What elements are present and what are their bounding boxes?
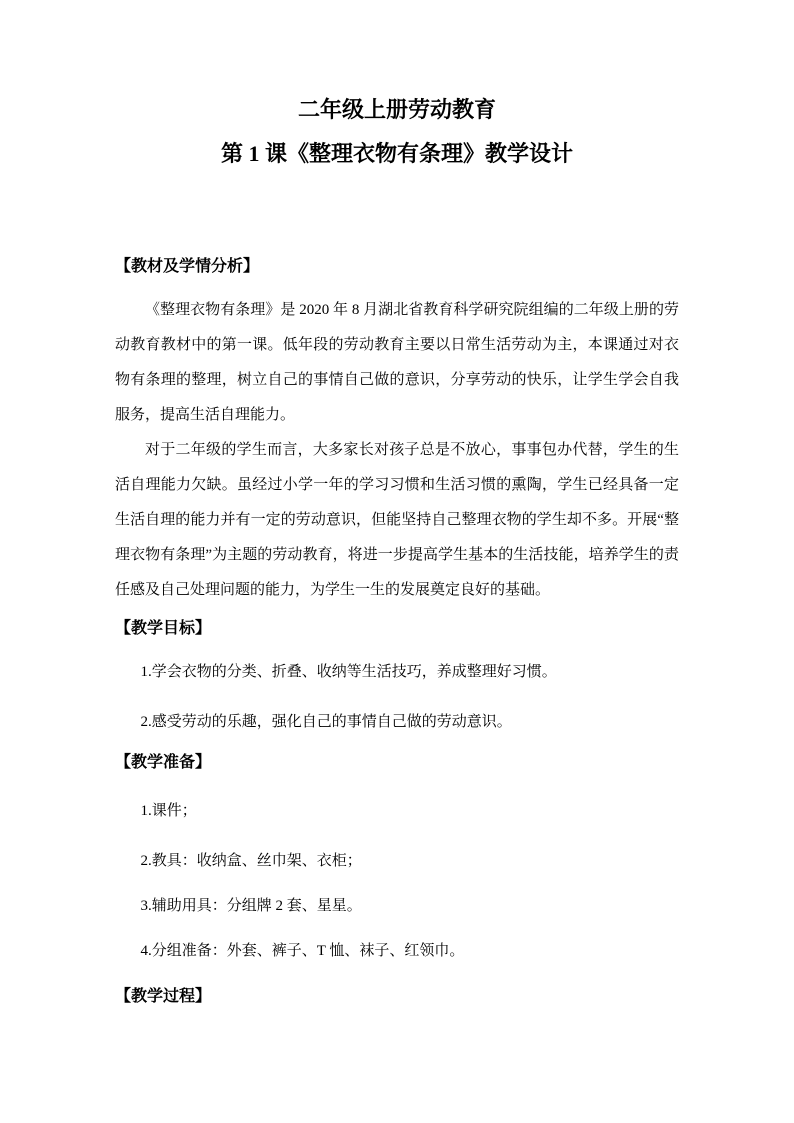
objective-item-2: 2.感受劳动的乐趣，强化自己的事情自己做的劳动意识。: [140, 714, 512, 730]
analysis-paragraph-1: 《整理衣物有条理》是 2020 年 8 月湖北省教育科学研究院组编的二年级上册的劳动教育教材中的第一课。低年段的劳动教育主要以日常生活劳动为主，本课通过对衣物有条理的整理，树立自己的事情自己做的意识，分享劳动的快乐，让学生学会自我服务，提高生活自理能力。: [115, 302, 679, 423]
section-heading-objectives: 【教学目标】: [115, 620, 212, 637]
analysis-paragraph-2: 对于二年级的学生而言，大多家长对孩子总是不放心，事事包办代替，学生的生活自理能力欠缺。虽经过小学一年的学习习惯和生活习惯的熏陶，学生已经具备一定生活自理的能力并有一定的劳动意识，但能坚持自己整理衣物的学生却不多。开展“整理衣物有条理”为主题的劳动教育，将进一步提高学生基本的生活技能，培养学生的责任感及自己处理问题的能力，为学生一生的发展奠定良好的基础。: [115, 442, 679, 598]
preparation-item-4: 4.分组准备：外套、裤子、T 恤、袜子、红领巾。: [140, 943, 465, 959]
objective-item-1: 1.学会衣物的分类、折叠、收纳等生活技巧，养成整理好习惯。: [140, 664, 557, 680]
preparation-item-3: 3.辅助用具：分组牌 2 套、星星。: [140, 898, 362, 914]
document-title-line1: 二年级上册劳动教育: [297, 97, 496, 122]
preparation-item-2: 2.教具：收纳盒、丝巾架、衣柜；: [140, 853, 362, 869]
section-heading-process: 【教学过程】: [115, 988, 212, 1005]
document-title-line2: 第 1 课《整理衣物有条理》教学设计: [220, 141, 573, 166]
section-heading-analysis: 【教材及学情分析】: [115, 258, 260, 275]
preparation-item-1: 1.课件；: [140, 803, 197, 819]
section-heading-preparation: 【教学准备】: [115, 754, 212, 771]
